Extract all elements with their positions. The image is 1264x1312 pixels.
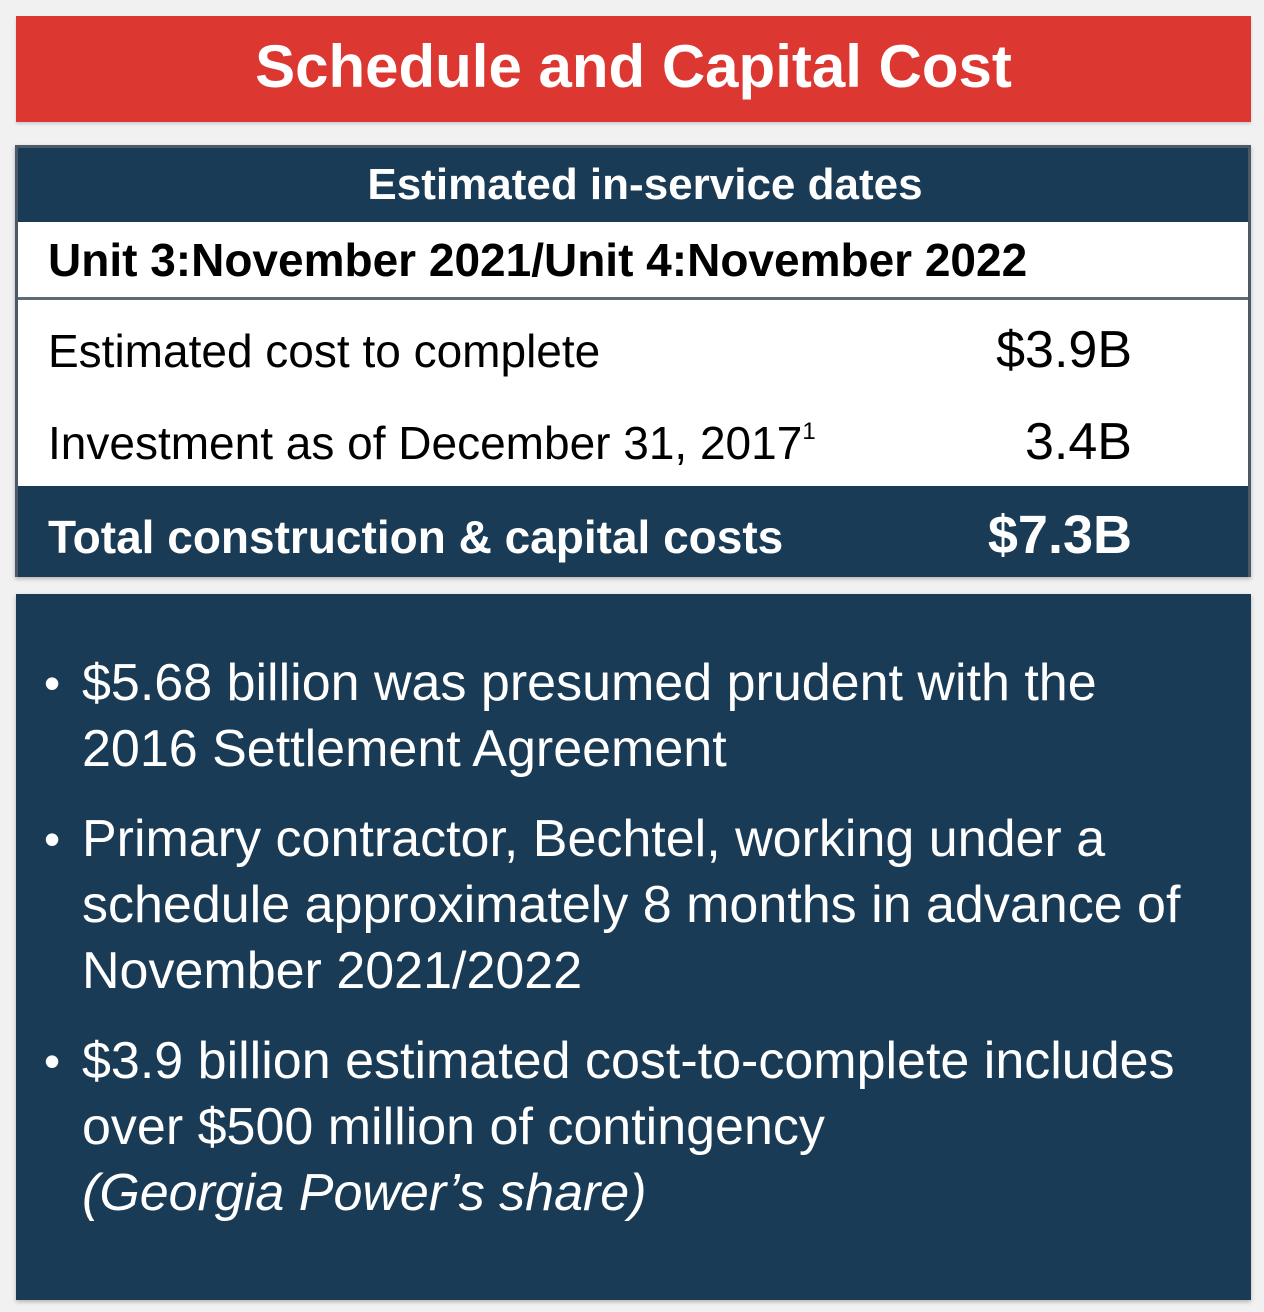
in-service-dates-row bbox=[18, 222, 1248, 300]
bullet-text: $3.9 billion estimated cost-to-complete includes over $500 million of contingency bbox=[82, 1032, 1175, 1156]
bullet-item bbox=[16, 1028, 1251, 1226]
total-value: $7.3B bbox=[987, 505, 1132, 565]
page-title: Schedule and Capital Cost bbox=[255, 32, 1012, 100]
bullet-item bbox=[16, 650, 1251, 782]
footnote-marker: 1 bbox=[802, 417, 816, 445]
investment-label: Investment as of December 31, 2017 bbox=[48, 417, 803, 469]
cost-rows bbox=[18, 300, 1248, 486]
unit4-label: Unit 4: bbox=[543, 233, 688, 286]
investment-row bbox=[48, 412, 1132, 472]
unit3-date: November 2021 bbox=[191, 233, 532, 286]
investment-value: 3.4B bbox=[1025, 413, 1132, 471]
bullet-icon: • bbox=[44, 1035, 61, 1087]
bullet-note: (Georgia Power’s share) bbox=[82, 1164, 647, 1222]
schedule-cost-table bbox=[15, 145, 1251, 577]
investment-label-wrap bbox=[48, 416, 816, 470]
cost-to-complete-value: $3.9B bbox=[996, 321, 1132, 379]
bullet-text: $5.68 billion was presumed prudent with the 2016 Settlement Agreement bbox=[82, 654, 1097, 778]
bullet-icon: • bbox=[44, 813, 61, 865]
title-banner bbox=[16, 16, 1251, 122]
bullet-text: Primary contractor, Bechtel, working under a schedule approximately 8 months in advance of November 2021/2022 bbox=[82, 810, 1181, 1000]
cost-to-complete-label: Estimated cost to complete bbox=[48, 325, 601, 377]
cost-to-complete-row bbox=[48, 320, 1132, 380]
total-label: Total construction & capital costs bbox=[48, 511, 784, 563]
unit3-label: Unit 3: bbox=[48, 233, 192, 286]
table-header: Estimated in-service dates bbox=[367, 160, 923, 209]
bullet-item bbox=[16, 806, 1251, 1004]
key-points-panel bbox=[16, 594, 1251, 1300]
bullet-icon: • bbox=[44, 657, 61, 709]
unit4-date: November 2022 bbox=[687, 233, 1028, 286]
total-row bbox=[18, 486, 1248, 577]
total-line bbox=[48, 504, 1132, 566]
bullet-list bbox=[16, 650, 1251, 1226]
dates-separator: / bbox=[531, 233, 544, 286]
table-header-row bbox=[18, 148, 1248, 222]
